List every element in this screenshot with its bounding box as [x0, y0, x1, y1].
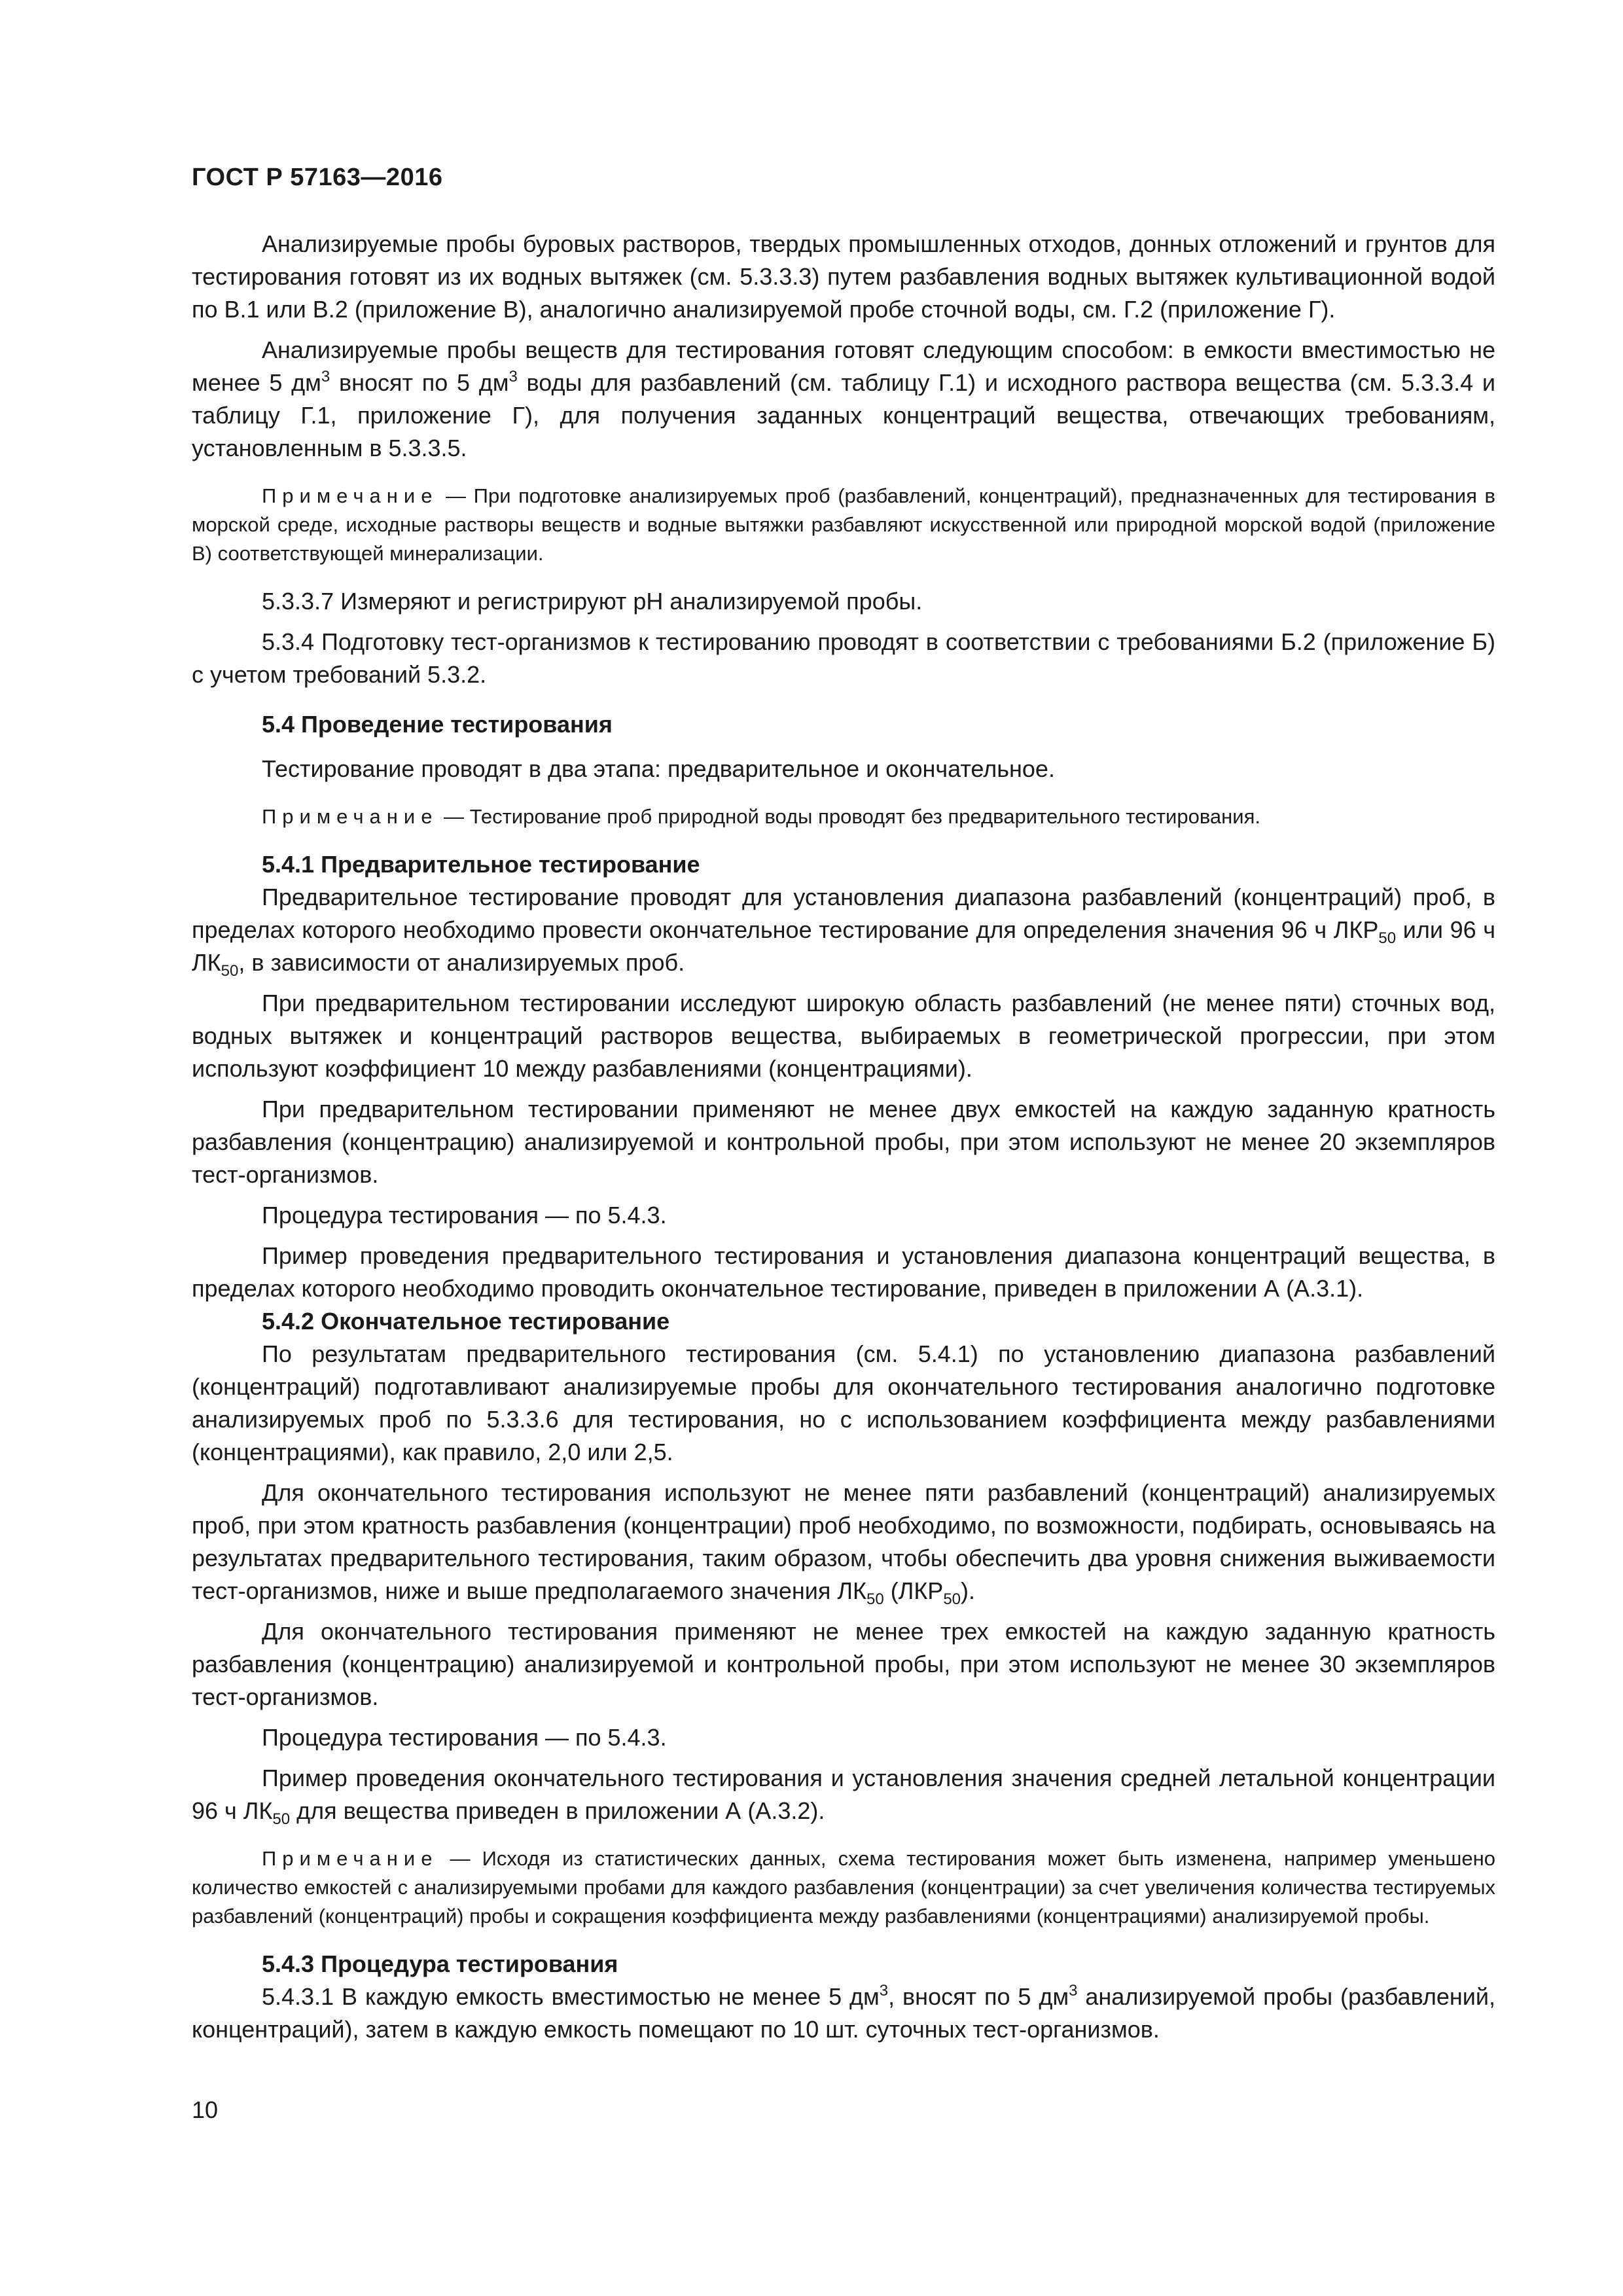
text-run: воды для разбавлений (см. таблицу Г.1) и исходного раствора вещества (см. 5.3.3.4 и таблицу Г.1, приложение Г), для получения заданных концентраций вещества, отвечающих требованиям, установленным в 5.3.3.5.: [192, 369, 1495, 461]
subscript: 50: [943, 1590, 961, 1608]
paragraph: [192, 334, 1495, 465]
paragraph: Для окончательного тестирования применяют не менее трех емкостей на каждую заданную кратность разбавления (концентрацию) анализируемой и контрольной пробы, при этом используют не менее 30 экземпляров тест-организмов.: [192, 1618, 1495, 1710]
note: [192, 482, 1495, 568]
subscript: 50: [1378, 929, 1397, 947]
note-text: — При подготовке анализируемых проб (разбавлений, концентраций), предназначенных для тестирования в морской среде, исходные растворы веществ и водные вытяжки разбавляют искусственной или природной морской водой (приложение В) соответствующей минерализации.: [192, 484, 1495, 565]
paragraph: При предварительном тестировании исследуют широкую область разбавлений (не менее пяти) сточных вод, водных вытяжек и концентраций растворов вещества, выбираемых в геометрической прогрессии, при этом используют коэффициент 10 между разбавлениями (концентрациями).: [192, 990, 1495, 1082]
text-run: Для окончательного тестирования используют не менее пяти разбавлений (концентраций) анализируемых проб, при этом кратность разбавления (концентрации) проб необходимо, по возможности, подбирать, основываясь на результатах предварительного тестирования, таким образом, чтобы обеспечить два уровня снижения выживаемости тест-организмов, ниже и выше предполагаемого значения ЛК: [192, 1479, 1495, 1604]
text-run: (ЛКР: [883, 1577, 944, 1604]
note-label: Примечание: [262, 1847, 438, 1870]
paragraph: Анализируемые пробы буровых растворов, твердых промышленных отходов, донных отложений и грунтов для тестирования готовят из их водных вытяжек (см. 5.3.3.3) путем разбавления водных вытяжек культивационной водой по В.1 или В.2 (приложение В), аналогично анализируемой пробе сточной воды, см. Г.2 (приложение Г).: [192, 230, 1495, 323]
paragraph: По результатам предварительного тестирования (см. 5.4.1) по установлению диапазона разбавлений (концентраций) подготавливают анализируемые пробы для окончательного тестирования аналогично подготовке анализируемых проб по 5.3.3.6 для тестирования, но с использованием коэффициента между разбавлениями (концентрациями), как правило, 2,0 или 2,5.: [192, 1340, 1495, 1465]
text-run: 5.4.3.1 В каждую емкость вместимостью не менее 5 дм: [262, 1983, 880, 2010]
paragraph: 5.3.3.7 Измеряют и регистрируют pH анализируемой пробы.: [262, 588, 923, 615]
superscript: 3: [321, 368, 330, 386]
text-run: Анализируемые пробы веществ для тестирования готовят следующим способом: в емкости вместимостью не менее 5 дм: [192, 336, 1495, 396]
subsection-heading: 5.4.3 Процедура тестирования: [262, 1950, 618, 1977]
subscript: 50: [272, 1810, 291, 1828]
text-run: , в зависимости от анализируемых проб.: [238, 949, 685, 976]
superscript: 3: [879, 1982, 889, 2000]
page-number: 10: [192, 2096, 219, 2123]
note-label: Примечание: [262, 484, 438, 507]
note: [192, 1844, 1495, 1931]
text-run: Предварительное тестирование проводят для установления диапазона разбавлений (концентраций) проб, в пределах которого необходимо провести окончательное тестирование для определения значения 96 ч ЛКР: [192, 884, 1495, 943]
paragraph: Пример проведения предварительного тестирования и установления диапазона концентраций вещества, в пределах которого необходимо проводить окончательное тестирование, приведен в приложении А (А.3.1).: [192, 1242, 1495, 1302]
document-header: ГОСТ Р 57163—2016: [192, 164, 443, 191]
note: [192, 802, 1495, 831]
text-run: Пример проведения окончательного тестирования и установления значения средней летальной концентрации 96 ч ЛК: [192, 1765, 1495, 1824]
paragraph: [192, 1762, 1495, 1827]
section-heading: 5.4 Проведение тестирования: [262, 711, 613, 738]
paragraph: [192, 1981, 1495, 2046]
paragraph: [192, 881, 1495, 979]
note-text: — Тестирование проб природной воды проводят без предварительного тестирования.: [438, 805, 1261, 828]
superscript: 3: [508, 368, 518, 386]
note-text: — Исходя из статистических данных, схема тестирования может быть изменена, например уменьшено количество емкостей с анализируемыми пробами для каждого разбавления (концентрации) за счет увеличения количества тестируемых разбавлений (концентраций) пробы и сокращения коэффициента между разбавлениями (концентрациями) анализируемой пробы.: [192, 1847, 1495, 1928]
paragraph: Процедура тестирования — по 5.4.3.: [262, 1724, 667, 1751]
text-run: анализируемой пробы (разбавлений, концентраций), затем в каждую емкость помещают по 10 шт. суточных тест-организмов.: [192, 1983, 1496, 2043]
text-run: ).: [961, 1577, 976, 1604]
paragraph: 5.3.4 Подготовку тест-организмов к тестированию проводят в соответствии с требованиями Б.2 (приложение Б) с учетом требований 5.3.2.: [192, 628, 1495, 688]
document-body: [192, 228, 1495, 2046]
text-run: вносят по 5 дм: [330, 369, 509, 396]
paragraph: Процедура тестирования — по 5.4.3.: [262, 1202, 667, 1229]
paragraph: [192, 1477, 1495, 1607]
text-run: для вещества приведен в приложении А (А.3.2).: [290, 1797, 825, 1824]
subscript: 50: [221, 962, 239, 980]
superscript: 3: [1069, 1982, 1078, 2000]
text-run: , вносят по 5 дм: [888, 1983, 1069, 2010]
paragraph: При предварительном тестировании применяют не менее двух емкостей на каждую заданную кратность разбавления (концентрацию) анализируемой и контрольной пробы, при этом используют не менее 20 экземпляров тест-организмов.: [192, 1096, 1495, 1188]
note-label: Примечание: [262, 805, 438, 828]
subsection-heading: 5.4.1 Предварительное тестирование: [262, 851, 700, 878]
subsection-heading: 5.4.2 Окончательное тестирование: [262, 1308, 670, 1335]
text-run: или 96 ч ЛК: [192, 916, 1495, 976]
subscript: 50: [866, 1590, 884, 1608]
paragraph: Тестирование проводят в два этапа: предварительное и окончательное.: [262, 755, 1055, 782]
